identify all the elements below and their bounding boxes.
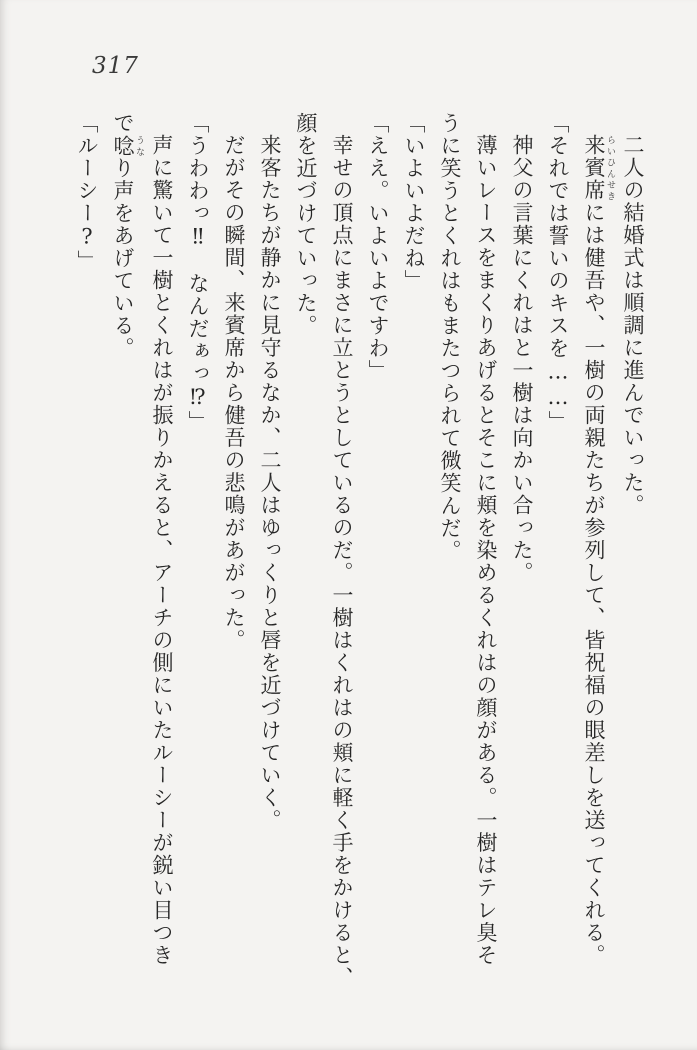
text-column: 声に驚いて一樹とくれはが振りかえると、アーチの側にいたルーシーが鋭い目つき <box>150 134 174 967</box>
text-column: だがその瞬間、来賓席から健吾の悲鳴があがった。 <box>222 134 246 652</box>
page-number: 317 <box>92 53 139 79</box>
ruby-annotated-text: 唸 うな <box>111 134 144 157</box>
text-column: 「うわわっ‼ なんだぁっ⁉」 <box>186 112 210 433</box>
text-column: 「いよいよだね」 <box>402 112 426 292</box>
ruby-annotated-text: 来賓席 らいひんせき <box>582 134 615 202</box>
text-column: 来賓席 らいひんせきには健吾や、一樹の両親たちが参列して、皆祝福の眼差しを送ってくれる。 <box>582 134 615 967</box>
vertical-text-block <box>69 112 651 992</box>
text-column: 来客たちが静かに見守るなか、二人はゆっくりと唇を近づけていく。 <box>258 134 282 832</box>
text-column: 二人の結婚式は順調に進んでいった。 <box>621 134 645 517</box>
text-column: 顔を近づけていった。 <box>294 112 318 337</box>
text-column: 「ええ。いよいよですわ」 <box>366 112 390 382</box>
text-column: 「それでは誓いのキスを……」 <box>546 112 570 433</box>
text-column: 「ルーシー?」 <box>75 112 99 273</box>
text-column: 神父の言葉にくれはと一樹は向かい合った。 <box>510 134 534 584</box>
text-column: 幸せの頂点にまさに立とうとしているのだ。一樹はくれはの頬に軽く手をかけると、 <box>330 134 354 989</box>
text-column: 薄いレースをまくりあげるとそこに頬を染めるくれはの顔がある。一樹はテレ臭そ <box>474 134 498 967</box>
text-column: で唸 うなり声をあげている。 <box>111 112 144 360</box>
text-column: うに笑うとくれはもまたつられて微笑んだ。 <box>438 112 462 562</box>
